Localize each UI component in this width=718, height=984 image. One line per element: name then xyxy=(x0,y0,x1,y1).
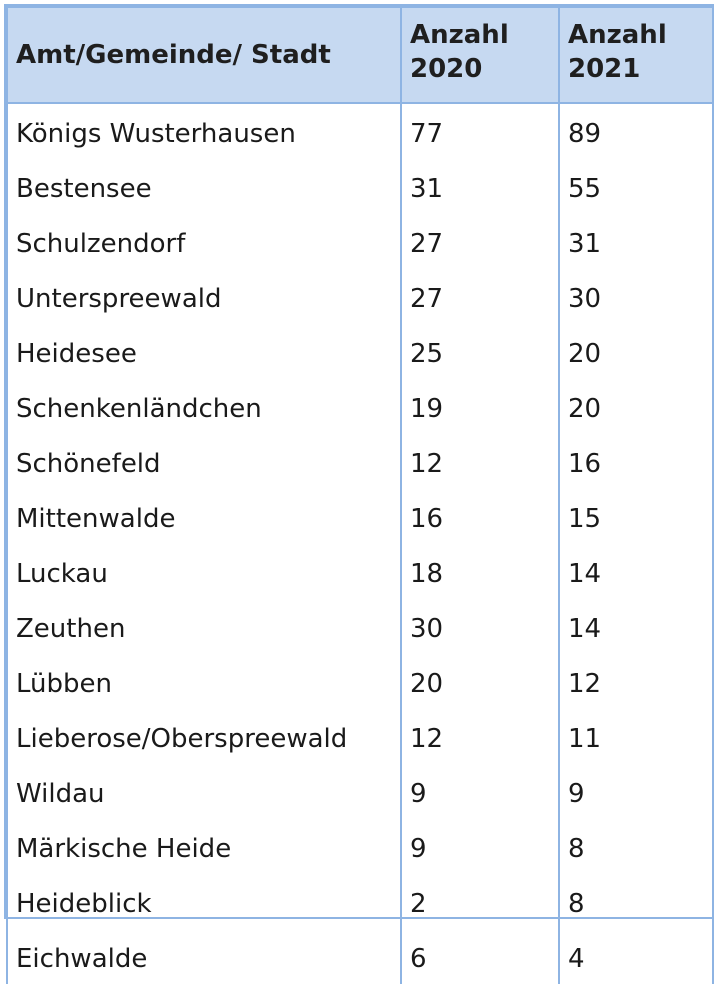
cell-place: Mittenwalde xyxy=(7,489,401,544)
table-row xyxy=(7,764,713,819)
cell-count-2021: 20 xyxy=(559,324,713,379)
cell-count-2020: 25 xyxy=(401,324,559,379)
table-row xyxy=(7,654,713,709)
cell-place: Luckau xyxy=(7,544,401,599)
cell-count-2021: 55 xyxy=(559,159,713,214)
header-count-2020-line2: 2020 xyxy=(410,54,483,84)
cell-count-2021: 12 xyxy=(559,654,713,709)
cell-count-2020: 12 xyxy=(401,709,559,764)
table-header xyxy=(7,7,713,103)
table-row xyxy=(7,599,713,654)
cell-count-2021: 8 xyxy=(559,874,713,929)
table-row xyxy=(7,434,713,489)
cell-place: Königs Wusterhausen xyxy=(7,103,401,159)
cell-place: Schulzendorf xyxy=(7,214,401,269)
cell-count-2020: 20 xyxy=(401,654,559,709)
cell-count-2021: 14 xyxy=(559,599,713,654)
cell-count-2021: 8 xyxy=(559,819,713,874)
cell-count-2021: 15 xyxy=(559,489,713,544)
cell-place: Heideblick xyxy=(7,874,401,929)
cell-count-2021: 30 xyxy=(559,269,713,324)
cell-count-2020: 9 xyxy=(401,764,559,819)
table-row xyxy=(7,159,713,214)
header-count-2020 xyxy=(401,7,559,103)
table-row xyxy=(7,103,713,159)
cell-place: Bestensee xyxy=(7,159,401,214)
cell-count-2020: 31 xyxy=(401,159,559,214)
header-count-2021 xyxy=(559,7,713,103)
cell-place: Schenkenländchen xyxy=(7,379,401,434)
cell-place: Heidesee xyxy=(7,324,401,379)
cell-place: Lieberose/Oberspreewald xyxy=(7,709,401,764)
cell-count-2020: 6 xyxy=(401,929,559,984)
data-table-container xyxy=(4,4,714,974)
table-row xyxy=(7,819,713,874)
table-row xyxy=(7,544,713,599)
cell-count-2021: 4 xyxy=(559,929,713,984)
header-count-2021-line1: Anzahl xyxy=(568,20,667,50)
cell-place: Eichwalde xyxy=(7,929,401,984)
header-row xyxy=(7,7,713,103)
cell-count-2020: 9 xyxy=(401,819,559,874)
table-row xyxy=(7,709,713,764)
cell-count-2020: 77 xyxy=(401,103,559,159)
cell-count-2021: 89 xyxy=(559,103,713,159)
table-row xyxy=(7,379,713,434)
cell-place: Schönefeld xyxy=(7,434,401,489)
cell-count-2020: 27 xyxy=(401,269,559,324)
table-body xyxy=(7,103,713,984)
cell-count-2021: 31 xyxy=(559,214,713,269)
table-row xyxy=(7,324,713,379)
table-row xyxy=(7,214,713,269)
cell-count-2020: 30 xyxy=(401,599,559,654)
cell-count-2020: 16 xyxy=(401,489,559,544)
cell-place: Lübben xyxy=(7,654,401,709)
cell-count-2020: 12 xyxy=(401,434,559,489)
table-row xyxy=(7,929,713,984)
cell-count-2021: 14 xyxy=(559,544,713,599)
cell-count-2020: 19 xyxy=(401,379,559,434)
header-count-2021-line2: 2021 xyxy=(568,54,641,84)
cell-count-2021: 16 xyxy=(559,434,713,489)
table-row xyxy=(7,489,713,544)
cell-place: Märkische Heide xyxy=(7,819,401,874)
cell-count-2020: 18 xyxy=(401,544,559,599)
cell-count-2021: 11 xyxy=(559,709,713,764)
cell-count-2020: 27 xyxy=(401,214,559,269)
header-place: Amt/Gemeinde/ Stadt xyxy=(7,7,401,103)
cell-place: Unterspreewald xyxy=(7,269,401,324)
cell-count-2021: 9 xyxy=(559,764,713,819)
cell-place: Zeuthen xyxy=(7,599,401,654)
municipality-count-table xyxy=(6,6,714,984)
cell-place: Wildau xyxy=(7,764,401,819)
cell-count-2020: 2 xyxy=(401,874,559,929)
header-count-2020-line1: Anzahl xyxy=(410,20,509,50)
cell-count-2021: 20 xyxy=(559,379,713,434)
table-row xyxy=(7,874,713,929)
table-row xyxy=(7,269,713,324)
